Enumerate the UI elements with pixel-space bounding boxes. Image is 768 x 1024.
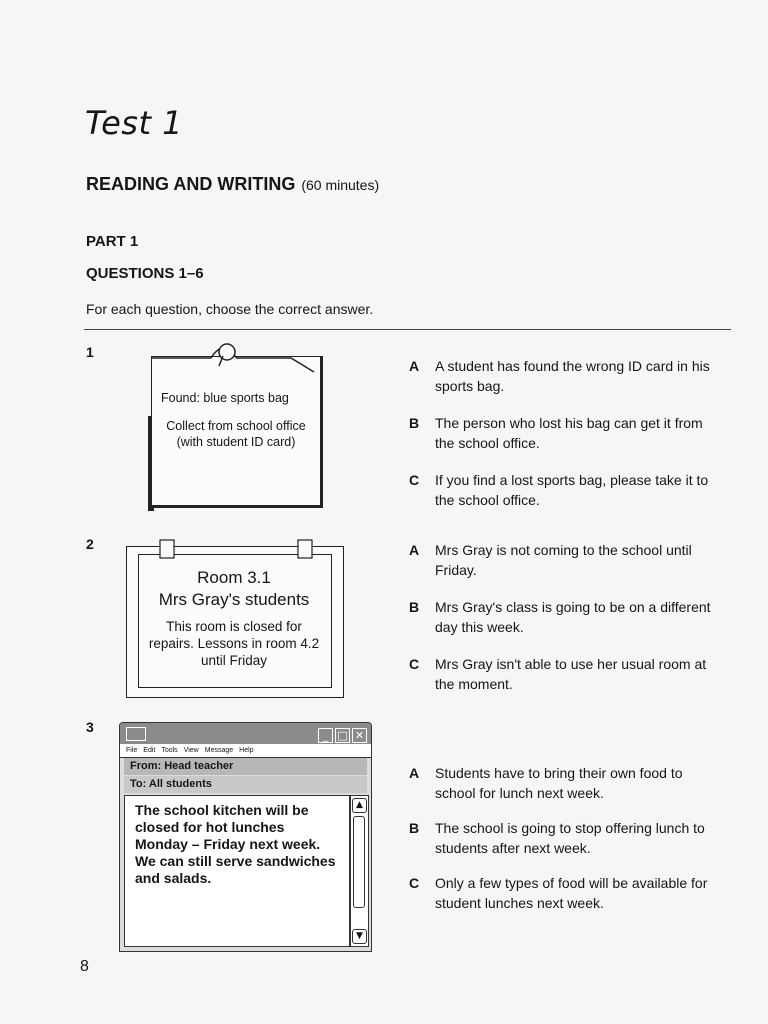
section-heading: [86, 174, 379, 195]
menu-file[interactable]: File: [126, 747, 138, 754]
notice-room-closed: [126, 546, 346, 701]
menu-view[interactable]: View: [183, 747, 199, 754]
option-text: The person who lost his bag can get it from the school office.: [435, 415, 703, 451]
menu-edit[interactable]: Edit: [143, 747, 156, 754]
notice-body: [155, 418, 317, 450]
option-letter: C: [409, 472, 420, 488]
option-text: A student has found the wrong ID card in his sports bag.: [435, 358, 710, 394]
option-text: Students have to bring their own food to school for lunch next week.: [435, 765, 683, 801]
option-letter: B: [409, 415, 420, 431]
minimize-icon[interactable]: _: [318, 728, 333, 743]
option-letter: B: [409, 599, 420, 615]
scroll-thumb[interactable]: [353, 816, 365, 908]
question-number-2: 2: [86, 536, 94, 552]
page-number: 8: [80, 958, 89, 975]
test-title: Test 1: [85, 104, 184, 142]
email-from: [124, 758, 367, 775]
pin-icon: [151, 342, 326, 382]
notice-heading-1: Room 3.1: [197, 568, 271, 587]
part-heading: PART 1: [86, 233, 139, 250]
divider: [84, 329, 731, 330]
menu-help[interactable]: Help: [239, 747, 254, 754]
email-from-text: From: Head teacher: [130, 760, 234, 772]
scroll-up-icon[interactable]: ▲: [352, 798, 367, 813]
option-letter: A: [409, 765, 420, 781]
option-letter: A: [409, 358, 420, 374]
mail-icon: [126, 727, 146, 741]
email-to-text: To: All students: [130, 778, 212, 790]
notice-line-3: (with student ID card): [176, 435, 296, 449]
option-text: Mrs Gray is not coming to the school until Friday.: [435, 542, 692, 578]
tape-icon: [156, 538, 316, 560]
question-number-3: 3: [86, 719, 94, 735]
menu-message[interactable]: Message: [204, 747, 234, 754]
email-titlebar: [120, 723, 371, 744]
email-message: The school kitchen will be closed for hot lunches Monday – Friday next week. We can still serve sandwiches and salads.: [135, 802, 336, 886]
question-number-1: 1: [86, 344, 94, 360]
maximize-icon[interactable]: □: [335, 728, 350, 743]
window-buttons: [316, 726, 367, 744]
scroll-down-icon[interactable]: ▼: [352, 929, 367, 944]
email-menubar: [120, 744, 371, 758]
email-window: [119, 722, 372, 952]
instruction: For each question, choose the correct answer.: [86, 301, 374, 317]
option-letter: A: [409, 542, 420, 558]
option-text: Mrs Gray isn't able to use her usual room at the moment.: [435, 656, 707, 692]
option-letter: C: [409, 875, 420, 891]
option-text: Only a few types of food will be available for student lunches next week.: [435, 875, 708, 911]
section-title: READING AND WRITING: [86, 174, 296, 194]
option-text: If you find a lost sports bag, please take it to the school office.: [435, 472, 709, 508]
duration: (60 minutes): [301, 177, 380, 193]
close-icon[interactable]: ✕: [352, 728, 367, 743]
notice-line-2: Collect from school office: [166, 419, 306, 433]
email-body: [124, 795, 350, 947]
questions-heading: QUESTIONS 1–6: [86, 265, 204, 282]
option-letter: C: [409, 656, 420, 672]
notice-body: This room is closed for repairs. Lessons in room 4.2 until Friday: [148, 619, 320, 668]
notice-lost-bag: [151, 356, 321, 516]
menu-tools[interactable]: Tools: [161, 747, 178, 754]
option-letter: B: [409, 820, 420, 836]
option-text: The school is going to stop offering lunch to students after next week.: [435, 820, 705, 856]
email-scrollbar[interactable]: [350, 795, 369, 947]
option-text: Mrs Gray's class is going to be on a different day this week.: [435, 599, 711, 635]
notice-heading-2: Mrs Gray's students: [158, 590, 310, 609]
notice-line-1: Found: blue sports bag: [161, 391, 289, 405]
email-to: [124, 776, 367, 793]
